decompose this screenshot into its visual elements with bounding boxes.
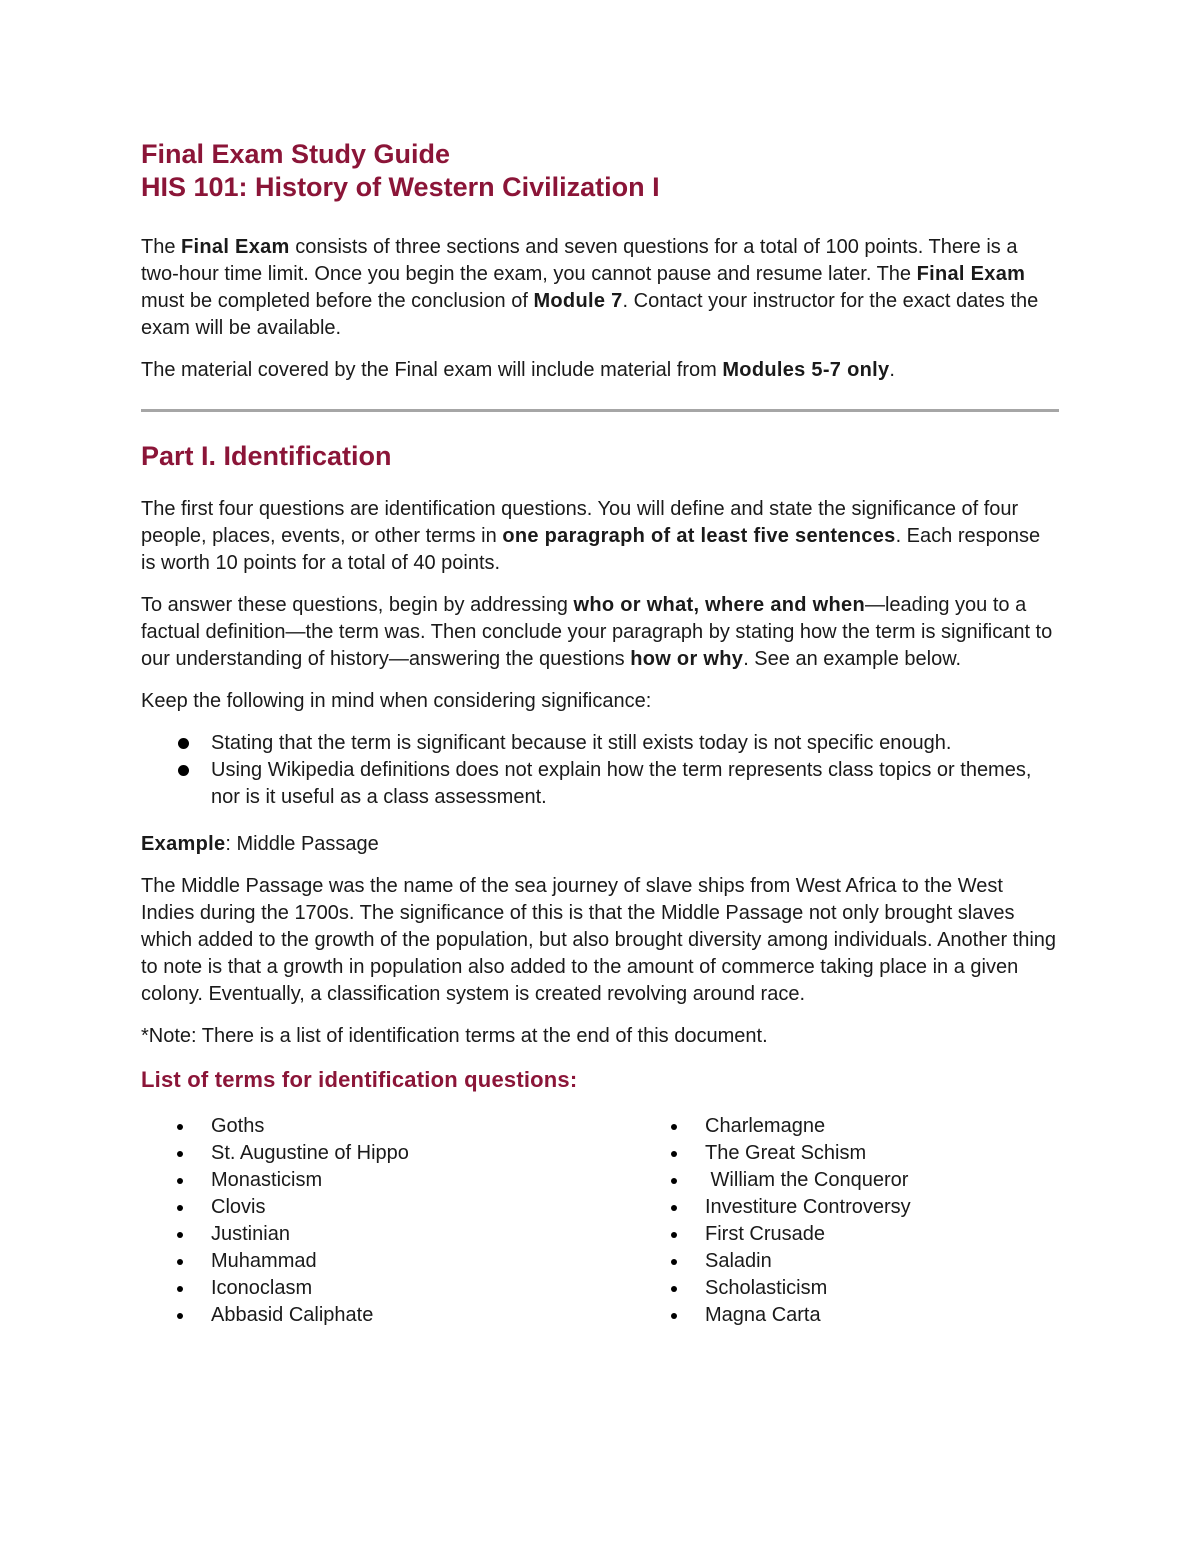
bold-text-run: who or what, where and when bbox=[573, 594, 865, 616]
bold-text-run: one paragraph of at least five sentences bbox=[502, 525, 896, 547]
text-run: The material covered by the Final exam will include material from bbox=[141, 359, 723, 381]
text-run: . Each response is worth 10 points for a total of 40 points. bbox=[141, 525, 1041, 574]
bullet-icon bbox=[178, 738, 189, 749]
significance-intro: Keep the following in mind when considering significance: bbox=[141, 690, 652, 712]
term-text: Clovis bbox=[211, 1196, 266, 1218]
terms-column-2 bbox=[635, 1113, 911, 1329]
term-text: William the Conqueror bbox=[705, 1169, 909, 1191]
list-item bbox=[141, 730, 1059, 757]
bullet-icon bbox=[178, 765, 189, 776]
bullet-icon bbox=[671, 1205, 677, 1211]
text-run: —leading you to a factual definition—the term was. Then conclude your paragraph by stating how the term is significant to our understanding of history—answering the questions bbox=[141, 594, 1053, 670]
text-run: : Middle Passage bbox=[225, 833, 379, 855]
bullet-icon bbox=[671, 1178, 677, 1184]
text-run: To answer these questions, begin by addressing bbox=[141, 594, 574, 616]
terms-heading: List of terms for identification questions: bbox=[141, 1067, 578, 1092]
bullet-icon bbox=[177, 1151, 183, 1157]
text-run: . bbox=[889, 359, 895, 381]
bullet-icon bbox=[671, 1151, 677, 1157]
bullet-icon bbox=[671, 1313, 677, 1319]
bullet-icon bbox=[671, 1286, 677, 1292]
term-item bbox=[635, 1248, 911, 1275]
bullet-icon bbox=[177, 1286, 183, 1292]
list-item-text: Using Wikipedia definitions does not explain how the term represents class topics or themes, nor is it useful as a class assessment. bbox=[211, 759, 1032, 808]
bold-text-run: Final Exam bbox=[181, 236, 290, 258]
term-item bbox=[635, 1167, 911, 1194]
term-item bbox=[141, 1221, 635, 1248]
document-page bbox=[141, 138, 1059, 1329]
term-item bbox=[635, 1113, 911, 1140]
text-run: . Contact your instructor for the exact dates the exam will be available. bbox=[141, 290, 1039, 339]
term-text: Investiture Controversy bbox=[705, 1196, 911, 1218]
term-text: Charlemagne bbox=[705, 1115, 826, 1137]
list-item bbox=[141, 757, 1059, 811]
material-paragraph bbox=[141, 357, 1059, 384]
note-paragraph: *Note: There is a list of identification terms at the end of this document. bbox=[141, 1025, 768, 1047]
term-item bbox=[141, 1248, 635, 1275]
term-text: Muhammad bbox=[211, 1250, 317, 1272]
term-item bbox=[635, 1302, 911, 1329]
part-heading: Part I. Identification bbox=[141, 441, 392, 471]
terms-list bbox=[141, 1113, 1059, 1329]
term-text: Iconoclasm bbox=[211, 1277, 313, 1299]
bold-text-run: Final Exam bbox=[916, 263, 1026, 285]
term-text: Magna Carta bbox=[705, 1304, 821, 1326]
term-text: Monasticism bbox=[211, 1169, 323, 1191]
text-run: . See an example below. bbox=[743, 648, 962, 670]
term-item bbox=[141, 1194, 635, 1221]
course-title: HIS 101: History of Western Civilization I bbox=[141, 172, 660, 202]
term-item bbox=[141, 1275, 635, 1302]
bold-text-run: Example bbox=[141, 833, 226, 855]
term-item bbox=[635, 1194, 911, 1221]
example-label bbox=[141, 831, 1059, 858]
bullet-icon bbox=[671, 1232, 677, 1238]
term-item bbox=[141, 1113, 635, 1140]
bullet-icon bbox=[671, 1259, 677, 1265]
term-text: St. Augustine of Hippo bbox=[211, 1142, 409, 1164]
text-run: consists of three sections and seven questions for a total of 100 points. There is a two-hour time limit. Once you begin the exam, you cannot pause and resume later. The bbox=[141, 236, 1018, 285]
instructions-paragraph bbox=[141, 592, 1059, 673]
bold-text-run: Module 7 bbox=[533, 290, 623, 312]
term-item bbox=[141, 1302, 635, 1329]
bullet-icon bbox=[177, 1205, 183, 1211]
bullet-icon bbox=[671, 1124, 677, 1130]
term-text: Abbasid Caliphate bbox=[211, 1304, 374, 1326]
terms-column-1 bbox=[141, 1113, 635, 1329]
term-item bbox=[635, 1221, 911, 1248]
term-item bbox=[635, 1140, 911, 1167]
text-run: The first four questions are identification questions. You will define and state the significance of four people, places, events, or other terms in bbox=[141, 498, 1019, 547]
term-text: Scholasticism bbox=[705, 1277, 828, 1299]
term-item bbox=[635, 1275, 911, 1302]
bold-text-run: how or why bbox=[630, 648, 744, 670]
bullet-icon bbox=[177, 1313, 183, 1319]
bullet-icon bbox=[177, 1232, 183, 1238]
significance-list bbox=[141, 730, 1059, 811]
term-text: Saladin bbox=[705, 1250, 772, 1272]
text-run: The bbox=[141, 236, 182, 258]
term-item bbox=[141, 1167, 635, 1194]
horizontal-rule bbox=[141, 409, 1059, 412]
document-title: Final Exam Study Guide bbox=[141, 139, 451, 169]
term-text: Goths bbox=[211, 1115, 265, 1137]
term-item bbox=[141, 1140, 635, 1167]
text-run: must be completed before the conclusion of bbox=[141, 290, 534, 312]
intro-paragraph bbox=[141, 234, 1059, 342]
term-text: First Crusade bbox=[705, 1223, 826, 1245]
bullet-icon bbox=[177, 1178, 183, 1184]
bullet-icon bbox=[177, 1124, 183, 1130]
identification-paragraph bbox=[141, 496, 1059, 577]
term-text: The Great Schism bbox=[705, 1142, 867, 1164]
bullet-icon bbox=[177, 1259, 183, 1265]
bold-text-run: Modules 5-7 only bbox=[722, 359, 890, 381]
example-paragraph: The Middle Passage was the name of the sea journey of slave ships from West Africa to the West Indies during the 1700s. The significance of this is that the Middle Passage not only brought slaves which added to the growth of the population, but also brought diversity among individuals. Another thing to note is that a growth in population also added to the amount of commerce taking place in a given colony. Eventually, a classification system is created revolving around race. bbox=[141, 875, 1057, 1005]
term-text: Justinian bbox=[211, 1223, 290, 1245]
list-item-text: Stating that the term is significant because it still exists today is not specific enough. bbox=[211, 732, 952, 754]
